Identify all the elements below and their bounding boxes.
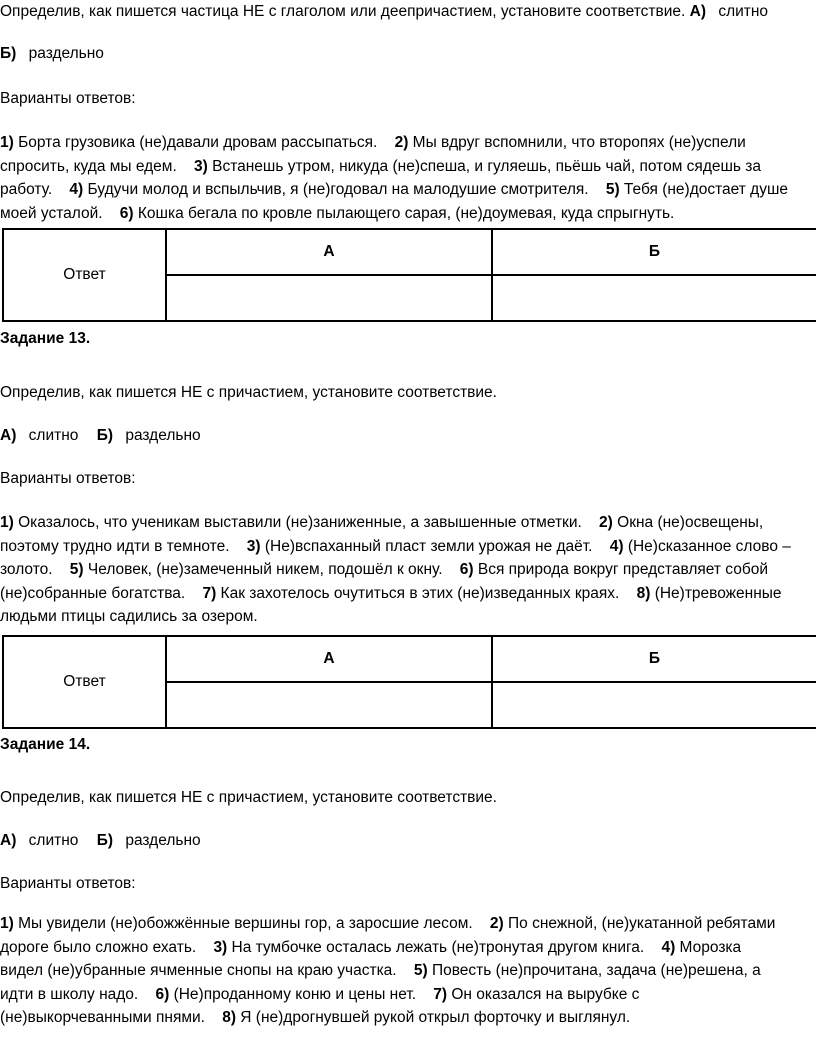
variant-text: Вся природа вокруг представляет собой (не)собранные богатства. bbox=[0, 561, 768, 602]
variant-number: 2) bbox=[394, 134, 409, 151]
variant-item bbox=[0, 514, 582, 531]
task-intro: Определив, как пишется частица НЕ с глаголом или деепричастием, установите соответствие. bbox=[0, 3, 686, 20]
variant-number: 4) bbox=[609, 537, 624, 555]
variant-text: На тумбочке осталась лежать (не)тронутая другом книга. bbox=[227, 938, 645, 956]
variants-line bbox=[0, 467, 816, 491]
task-block-12 bbox=[0, 0, 816, 24]
variants-list bbox=[0, 131, 812, 225]
variant-number: 7) bbox=[433, 985, 448, 1003]
option-a-text: слитно bbox=[28, 427, 79, 444]
variant-number: 2) bbox=[599, 514, 613, 531]
variants-label: Варианты ответов: bbox=[0, 90, 136, 107]
variant-item bbox=[0, 134, 377, 151]
task-block-13 bbox=[0, 327, 816, 351]
variant-item bbox=[222, 1009, 630, 1026]
variant-number: 6) bbox=[459, 561, 474, 578]
option-b-line bbox=[0, 42, 816, 66]
variant-text: (Не)вспаханный пласт земли урожая не даёт. bbox=[260, 537, 593, 555]
variant-text: Будучи молод и вспыльчив, я (не)годовал на малодушие смотрителя. bbox=[83, 181, 589, 198]
variant-number: 1) bbox=[0, 514, 14, 531]
variants-line bbox=[0, 872, 816, 896]
variant-number: 6) bbox=[155, 985, 170, 1003]
variant-item bbox=[155, 986, 416, 1003]
variant-text: Борта грузовика (не)давали дровам рассыпаться. bbox=[13, 134, 378, 151]
option-b-text: раздельно bbox=[125, 427, 201, 444]
variant-text: Окна (не)освещены, поэтому трудно идти в темноте. bbox=[0, 514, 764, 555]
answer-label: Ответ bbox=[3, 229, 166, 321]
variant-number: 8) bbox=[222, 1009, 236, 1026]
variant-number: 7) bbox=[202, 584, 217, 602]
task-intro-line bbox=[0, 786, 816, 810]
variant-number: 1) bbox=[0, 915, 14, 932]
variant-number: 3) bbox=[213, 938, 228, 956]
variant-text: Человек, (не)замеченный никем, подошёл к окну. bbox=[83, 561, 443, 578]
variant-number: 1) bbox=[0, 134, 14, 151]
column-a-header: А bbox=[166, 636, 492, 682]
variant-text: Мы увидели (не)обожжённые вершины гор, а заросшие лесом. bbox=[13, 915, 473, 932]
variant-text: Оказалось, что ученикам выставили (не)заниженные, а завышенные отметки. bbox=[13, 514, 582, 531]
variants-paragraph bbox=[0, 131, 812, 225]
variant-text: Я (не)дрогнувшей рукой открыл форточку и выглянул. bbox=[236, 1009, 631, 1026]
option-b-text: раздельно bbox=[125, 832, 201, 849]
variant-number: 6) bbox=[119, 204, 134, 222]
answer-table bbox=[2, 228, 816, 322]
variants-list bbox=[0, 511, 812, 629]
variant-number: 8) bbox=[636, 584, 651, 602]
variant-text: По снежной, (не)укатанной ребятами дороге было сложно ехать. bbox=[0, 915, 776, 956]
task-intro: Определив, как пишется НЕ с причастием, установите соответствие. bbox=[0, 384, 497, 401]
task-title: Задание 14. bbox=[0, 736, 91, 753]
variants-paragraph bbox=[0, 912, 780, 1030]
variant-text: (Не)тревоженные людьми птицы садились за озером. bbox=[0, 584, 782, 625]
answer-cell-a[interactable] bbox=[166, 682, 492, 728]
task-intro: Определив, как пишется НЕ с причастием, установите соответствие. bbox=[0, 789, 497, 806]
variant-text: Тебя (не)достает душе моей усталой. bbox=[0, 181, 789, 222]
option-b-text: раздельно bbox=[28, 45, 104, 62]
option-a-letter: А) bbox=[0, 427, 17, 444]
variants-label: Варианты ответов: bbox=[0, 470, 136, 487]
variant-number: 5) bbox=[413, 962, 428, 979]
answer-cell-b[interactable] bbox=[492, 275, 816, 321]
variant-text: Встанешь утром, никуда (не)спеша, и гуляешь, пьёшь чай, потом сядешь за работу. bbox=[0, 157, 762, 198]
task-block-14 bbox=[0, 733, 816, 757]
variant-text: Мы вдруг вспомнили, что второпях (не)успели спросить, куда мы едем. bbox=[0, 134, 746, 175]
variant-number: 3) bbox=[246, 537, 261, 555]
variants-paragraph bbox=[0, 511, 812, 629]
option-a-letter: А) bbox=[0, 832, 17, 849]
answer-table bbox=[2, 635, 816, 729]
variant-text: Повесть (не)прочитана, задача (не)решена, а идти в школу надо. bbox=[0, 962, 761, 1003]
variant-number: 3) bbox=[194, 157, 208, 175]
option-b-letter: Б) bbox=[0, 45, 17, 62]
options-line bbox=[0, 829, 816, 853]
options-line bbox=[0, 424, 816, 448]
answer-cell-b[interactable] bbox=[492, 682, 816, 728]
variant-number: 2) bbox=[489, 915, 504, 932]
option-b-letter: Б) bbox=[96, 832, 114, 849]
variant-item bbox=[69, 181, 588, 198]
option-a-text: слитно bbox=[28, 832, 79, 849]
variant-number: 4) bbox=[661, 938, 676, 956]
variant-text: Морозка видел (не)убранные ячменные снопы на краю участка. bbox=[0, 938, 742, 979]
variant-item bbox=[247, 538, 593, 555]
option-a-text: слитно bbox=[718, 3, 769, 20]
option-b-letter: Б) bbox=[96, 427, 114, 444]
variant-item bbox=[0, 915, 473, 932]
variant-text: (Не)проданному коню и цены нет. bbox=[169, 985, 417, 1003]
variant-item bbox=[120, 205, 675, 222]
task-title: Задание 13. bbox=[0, 330, 91, 347]
variant-text: Он оказался на вырубке с (не)выкорчеванными пнями. bbox=[0, 985, 640, 1026]
variant-text: Кошка бегала по кровле пылающего сарая, (не)доумевая, куда спрыгнуть. bbox=[133, 204, 675, 222]
answer-cell-a[interactable] bbox=[166, 275, 492, 321]
column-a-header: А bbox=[166, 229, 492, 275]
column-b-header: Б bbox=[492, 229, 816, 275]
variant-number: 5) bbox=[605, 181, 620, 198]
variant-text: Как захотелось очутиться в этих (не)изведанных краях. bbox=[216, 584, 620, 602]
variants-list bbox=[0, 912, 780, 1030]
answer-label: Ответ bbox=[3, 636, 166, 728]
task-intro-line bbox=[0, 0, 816, 24]
variant-text: (Не)сказанное слово – золото. bbox=[0, 537, 791, 578]
variant-number: 5) bbox=[69, 561, 84, 578]
variants-label: Варианты ответов: bbox=[0, 875, 136, 892]
variant-item bbox=[213, 939, 644, 956]
variants-line bbox=[0, 87, 816, 111]
variant-item bbox=[202, 585, 619, 602]
variant-number: 4) bbox=[69, 181, 84, 198]
column-b-header: Б bbox=[492, 636, 816, 682]
option-a-letter: А) bbox=[689, 3, 706, 20]
variant-item bbox=[70, 561, 443, 578]
task-intro-line bbox=[0, 381, 816, 405]
